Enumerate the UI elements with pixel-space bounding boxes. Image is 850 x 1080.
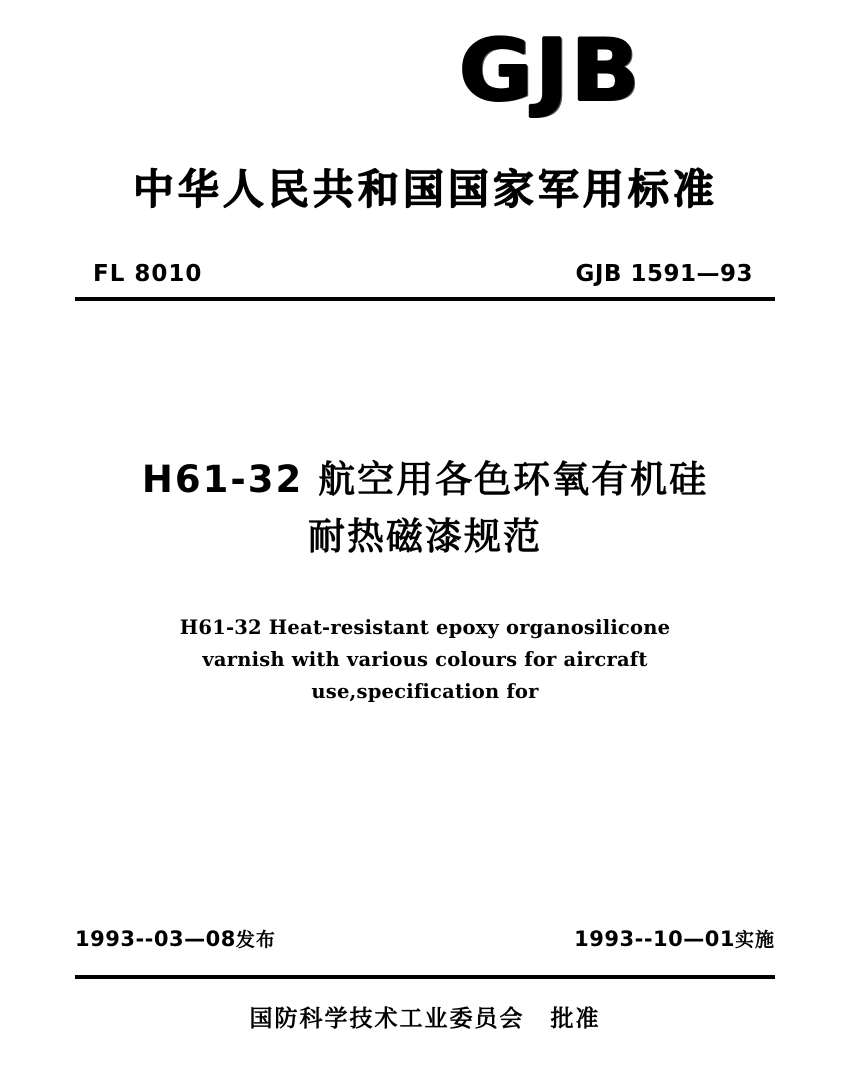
title-chinese-line-1: H61-32 航空用各色环氧有机硅 xyxy=(141,458,709,501)
approval-label: 批准 xyxy=(550,1006,601,1032)
logo-row xyxy=(75,0,775,138)
issue-date-group xyxy=(75,925,276,952)
effective-date: 1993--10—01 xyxy=(574,927,735,951)
title-english-line-1: H61-32 Heat-resistant epoxy organosilicone xyxy=(179,615,671,639)
title-english-line-3: use,specification for xyxy=(311,680,539,704)
gjb-logo: GJB xyxy=(458,21,642,121)
issuer-name: 国防科学技术工业委员会 xyxy=(249,1006,525,1032)
classification-code: FL 8010 xyxy=(93,261,203,287)
effective-label: 实施 xyxy=(734,929,775,951)
effective-date-group xyxy=(574,925,775,952)
issuer-row xyxy=(0,1000,850,1033)
standard-number: GJB 1591—93 xyxy=(575,261,753,287)
title-english xyxy=(75,612,775,709)
header-divider xyxy=(75,297,775,301)
issue-label: 发布 xyxy=(235,929,276,951)
code-row xyxy=(75,261,775,287)
title-chinese-line-2: 耐热磁漆规范 xyxy=(308,515,542,559)
issue-date: 1993--03—08 xyxy=(75,927,236,951)
title-block xyxy=(75,451,775,709)
date-row xyxy=(75,925,775,952)
national-standard-title: 中华人民共和国国家军用标准 xyxy=(132,165,718,213)
footer-divider xyxy=(75,975,775,979)
title-english-line-2: varnish with various colours for aircraft xyxy=(202,648,648,672)
